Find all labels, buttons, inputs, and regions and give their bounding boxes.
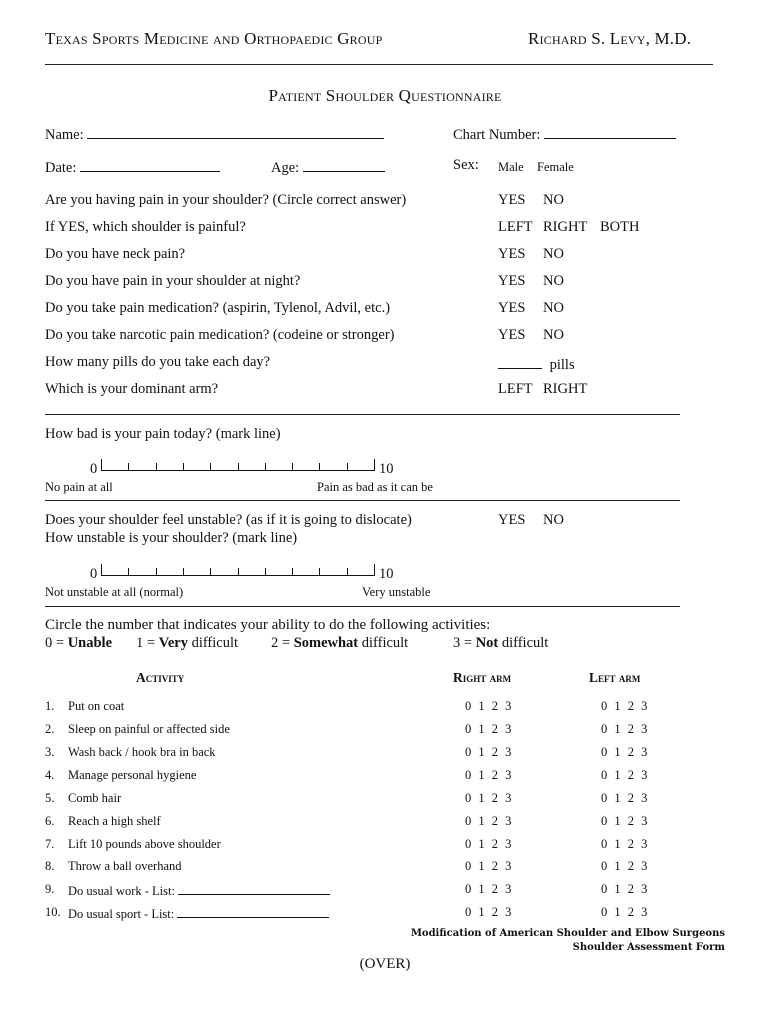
activity-label: Wash back / hook bra in back [68,745,216,759]
instability-scale-question: How unstable is your shoulder? (mark line) [45,530,298,546]
answer-both[interactable]: BOTH [600,219,640,235]
scale-tick [156,463,157,471]
scale-tick [101,564,102,576]
instability-scale-max: 10 [379,566,394,582]
chart-number-row [453,124,676,144]
activity-number: 9. [45,882,55,896]
left-arm-score[interactable]: 0 1 2 3 [601,768,650,782]
section-divider [45,500,680,501]
left-arm-score[interactable]: 0 1 2 3 [601,722,650,736]
pain-scale-high-label: Pain as bad as it can be [317,480,433,494]
activity-label: Reach a high shelf [68,814,161,828]
activity-work-row [68,882,330,899]
scale-tick [210,463,211,471]
right-arm-score[interactable]: 0 1 2 3 [465,905,514,919]
activity-label: Throw a ball overhand [68,859,182,873]
age-field-row [271,157,385,177]
left-arm-score[interactable]: 0 1 2 3 [601,837,650,851]
answer-no[interactable]: NO [543,192,564,208]
scale-tick [183,463,184,471]
header-divider [45,64,713,65]
activity-number: 8. [45,859,55,873]
column-header-right-arm: Right arm [453,670,512,685]
scale-tick [374,459,375,471]
legend-emphasis: Very [158,635,188,651]
legend-somewhat-difficult [271,635,408,652]
chart-number-label: Chart Number: [453,127,541,143]
pills-unit: pills [549,357,575,373]
answer-left[interactable]: LEFT [498,219,533,235]
pills-input-line[interactable] [498,354,542,369]
scale-tick [156,568,157,576]
question-which-shoulder: If YES, which shoulder is painful? [45,219,246,235]
right-arm-score[interactable]: 0 1 2 3 [465,768,514,782]
pills-answer-row [498,354,575,374]
question-pills-per-day: How many pills do you take each day? [45,354,271,370]
activity-number: 5. [45,791,55,805]
activity-label: Comb hair [68,791,122,805]
answer-yes[interactable]: YES [498,273,526,289]
activity-label: Do usual sport - List: [68,907,175,921]
scale-tick [265,568,266,576]
scale-tick [319,463,320,471]
pain-scale-low-label: No pain at all [45,480,113,494]
date-label: Date: [45,160,77,176]
question-narcotic-medication: Do you take narcotic pain medication? (codeine or stronger) [45,327,395,343]
date-field-row [45,157,220,177]
legend-number: 1 = [136,635,159,651]
column-header-left-arm: Left arm [589,670,641,685]
scale-tick [374,564,375,576]
left-arm-score[interactable]: 0 1 2 3 [601,745,650,759]
pain-scale-line[interactable] [101,459,375,471]
scale-tick [292,463,293,471]
legend-number: 0 = [45,635,68,651]
activity-label: Lift 10 pounds above shoulder [68,837,221,851]
question-neck-pain: Do you have neck pain? [45,246,186,262]
answer-left[interactable]: LEFT [498,381,533,397]
legend-very-difficult [136,635,238,652]
column-header-activity: Activity [136,670,185,685]
instability-question: Does your shoulder feel unstable? (as if it is going to dislocate) [45,512,412,528]
instability-high-label: Very unstable [362,585,431,599]
activity-number: 4. [45,768,55,782]
section-divider [45,606,680,607]
scale-tick [347,463,348,471]
sport-list-input-line[interactable] [177,905,329,918]
activity-label: Put on coat [68,699,125,713]
scale-tick [292,568,293,576]
scale-tick [319,568,320,576]
answer-no[interactable]: NO [543,246,564,262]
activity-sport-row [68,905,329,922]
answer-yes[interactable]: YES [498,300,526,316]
scale-tick [183,568,184,576]
pain-scale-max: 10 [379,461,394,477]
scale-tick [238,568,239,576]
activity-label: Do usual work - List: [68,884,175,898]
right-arm-score[interactable]: 0 1 2 3 [465,745,514,759]
activity-number: 7. [45,837,55,851]
work-list-input-line[interactable] [178,882,330,895]
name-field-row [45,124,384,144]
age-label: Age: [271,160,300,176]
answer-yes[interactable]: YES [498,246,526,262]
section-divider [45,414,680,415]
question-night-pain: Do you have pain in your shoulder at night? [45,273,301,289]
sex-option-female[interactable]: Female [537,160,574,174]
left-arm-score[interactable]: 0 1 2 3 [601,859,650,873]
right-arm-score[interactable]: 0 1 2 3 [465,837,514,851]
right-arm-score[interactable]: 0 1 2 3 [465,859,514,873]
answer-yes[interactable]: YES [498,192,526,208]
answer-no[interactable]: NO [543,327,564,343]
answer-yes[interactable]: YES [498,512,526,528]
question-dominant-arm: Which is your dominant arm? [45,381,219,397]
practice-name: Texas Sports Medicine and Orthopaedic Group [45,29,383,48]
answer-no[interactable]: NO [543,300,564,316]
name-label: Name: [45,127,84,143]
activity-number: 6. [45,814,55,828]
scale-tick [210,568,211,576]
activity-label: Sleep on painful or affected side [68,722,230,736]
activity-number: 1. [45,699,55,713]
age-input-line[interactable] [303,157,385,172]
chart-number-input-line[interactable] [544,124,676,139]
legend-number: 2 = [271,635,294,651]
activity-number: 3. [45,745,55,759]
activities-instructions: Circle the number that indicates your ability to do the following activities: [45,617,491,633]
right-arm-score[interactable]: 0 1 2 3 [465,791,514,805]
question-pain-medication: Do you take pain medication? (aspirin, Tylenol, Advil, etc.) [45,300,391,316]
legend-rest: difficult [498,635,549,651]
legend-rest: difficult [358,635,409,651]
right-arm-score[interactable]: 0 1 2 3 [465,814,514,828]
left-arm-score[interactable]: 0 1 2 3 [601,905,650,919]
scale-tick [265,463,266,471]
legend-emphasis: Unable [67,635,113,651]
sex-label: Sex: [453,157,479,173]
legend-emphasis: Somewhat [293,635,359,651]
activity-label: Manage personal hygiene [68,768,197,782]
right-arm-score[interactable]: 0 1 2 3 [465,882,514,896]
doctor-name: Richard S. Levy, M.D. [528,29,692,48]
activity-number: 2. [45,722,55,736]
assessment-source-note-line1: Modification of American Shoulder and Elbow Surgeons [410,928,725,939]
sex-option-male[interactable]: Male [498,160,524,174]
date-input-line[interactable] [80,157,220,172]
left-arm-score[interactable]: 0 1 2 3 [601,791,650,805]
activity-number: 10. [45,905,61,919]
legend-unable [45,635,112,652]
question-shoulder-pain: Are you having pain in your shoulder? (Circle correct answer) [45,192,407,208]
assessment-source-note-line2: Shoulder Assessment Form [572,942,725,953]
scale-tick [128,463,129,471]
left-arm-score[interactable]: 0 1 2 3 [601,814,650,828]
over-indicator: (OVER) [359,956,411,972]
instability-low-label: Not unstable at all (normal) [45,585,184,599]
answer-right[interactable]: RIGHT [543,219,588,235]
left-arm-score[interactable]: 0 1 2 3 [601,882,650,896]
answer-no[interactable]: NO [543,273,564,289]
legend-rest: difficult [187,635,239,651]
right-arm-score[interactable]: 0 1 2 3 [465,699,514,713]
legend-number: 3 = [453,635,476,651]
right-arm-score[interactable]: 0 1 2 3 [465,722,514,736]
pain-scale-min: 0 [90,461,98,477]
left-arm-score[interactable]: 0 1 2 3 [601,699,650,713]
answer-no[interactable]: NO [543,512,564,528]
scale-tick [238,463,239,471]
name-input-line[interactable] [87,124,384,139]
pain-scale-question: How bad is your pain today? (mark line) [45,426,281,442]
legend-emphasis: Not [475,635,499,651]
instability-scale-min: 0 [90,566,98,582]
answer-yes[interactable]: YES [498,327,526,343]
scale-tick [101,459,102,471]
scale-tick [347,568,348,576]
form-title: Patient Shoulder Questionnaire [268,86,502,105]
answer-right[interactable]: RIGHT [543,381,588,397]
legend-not-difficult [453,635,548,652]
scale-tick [128,568,129,576]
instability-scale-line[interactable] [101,564,375,576]
